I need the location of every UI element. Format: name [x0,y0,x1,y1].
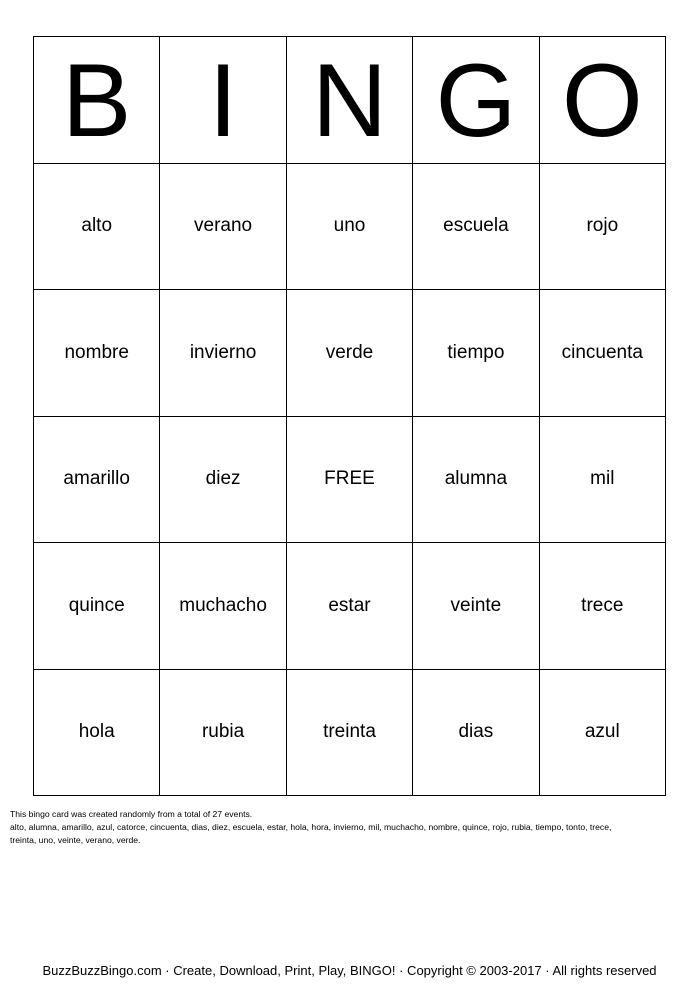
header-letter-g: G [413,37,539,164]
bingo-cell: quince [34,543,160,670]
bingo-cell: treinta [287,670,413,797]
bingo-cell: verano [160,164,286,291]
bingo-cell: diez [160,417,286,544]
bingo-cell: rubia [160,670,286,797]
header-letter-b: B [34,37,160,164]
bingo-cell: verde [287,290,413,417]
note-line: treinta, uno, veinte, verano, verde. [10,835,141,845]
bingo-cell: cincuenta [540,290,666,417]
bingo-cell: estar [287,543,413,670]
note-line: This bingo card was created randomly from a total of 27 events. [10,809,253,819]
bingo-cell: amarillo [34,417,160,544]
bingo-cell: nombre [34,290,160,417]
header-letter-i: I [160,37,286,164]
bingo-cell: hola [34,670,160,797]
free-space-cell: FREE [287,417,413,544]
header-letter-n: N [287,37,413,164]
bingo-cell: veinte [413,543,539,670]
bingo-cell: trece [540,543,666,670]
bingo-cell: azul [540,670,666,797]
bingo-cell: dias [413,670,539,797]
bingo-card [33,36,666,796]
card-note [10,808,690,847]
bingo-cell: uno [287,164,413,291]
note-line: alto, alumna, amarillo, azul, catorce, cincuenta, dias, diez, escuela, estar, hola, hora, invierno, mil, muchacho, nombre, quince, rojo, rubia, tiempo, tonto, trece, [10,822,612,832]
bingo-cell: escuela [413,164,539,291]
bingo-cell: rojo [540,164,666,291]
bingo-cell: tiempo [413,290,539,417]
bingo-cell: muchacho [160,543,286,670]
bingo-cell: mil [540,417,666,544]
footer-text: BuzzBuzzBingo.com · Create, Download, Print, Play, BINGO! · Copyright © 2003-2017 · All rights reserved [42,963,657,978]
bingo-cell: alumna [413,417,539,544]
header-letter-o: O [540,37,666,164]
bingo-cell: alto [34,164,160,291]
bingo-cell: invierno [160,290,286,417]
